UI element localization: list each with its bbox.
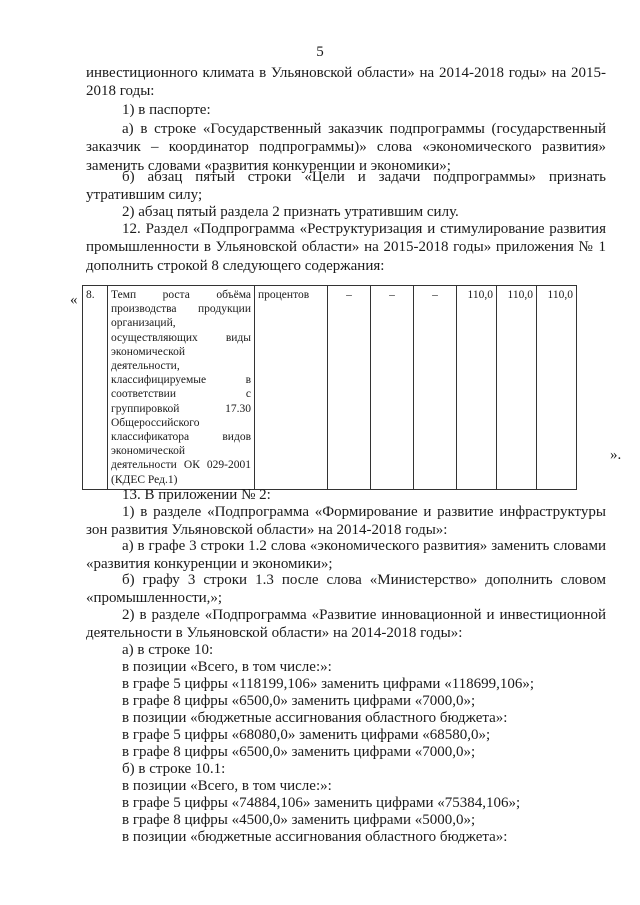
cell-name: Темп роста объёма производства продукции организаций, осуществляющих виды экономической деятельности, классифицируемые в соответствии с группировкой 17.30 Общероссийского классификатора видов экономической деятельности ОК 029-2001 (КДЕС Ред.1) (108, 286, 255, 490)
cell-dash: – (414, 286, 457, 490)
quote-close: ». (610, 447, 622, 463)
cell-value: 110,0 (457, 286, 497, 490)
paragraph: в позиции «Всего, в том числе:»: (122, 659, 332, 675)
table-row (83, 286, 577, 490)
cell-value: 110,0 (497, 286, 537, 490)
paragraph: 2) абзац пятый раздела 2 признать утратившим силу. (122, 204, 459, 220)
paragraph: 1) в паспорте: (122, 102, 211, 118)
cell-unit: процентов (255, 286, 328, 490)
paragraph: б) графу 3 строки 1.3 после слова «Министерство» дополнить словом «промышленности,»; (86, 572, 606, 607)
paragraph: в графе 8 цифры «4500,0» заменить цифрами «5000,0»; (122, 812, 476, 828)
indicator-table (82, 285, 577, 490)
paragraph: в графе 5 цифры «118199,106» заменить цифрами «118699,106»; (122, 676, 535, 692)
cell-value: 110,0 (537, 286, 577, 490)
cell-dash: – (328, 286, 371, 490)
paragraph: в графе 8 цифры «6500,0» заменить цифрами «7000,0»; (122, 744, 476, 760)
paragraph: в графе 8 цифры «6500,0» заменить цифрами «7000,0»; (122, 693, 476, 709)
paragraph: а) в графе 3 строки 1.2 слова «экономического развития» заменить словами «развития конкуренции и экономики»; (86, 538, 606, 573)
paragraph: в позиции «Всего, в том числе:»: (122, 778, 332, 794)
paragraph: 2) в разделе «Подпрограмма «Развитие инновационной и инвестиционной деятельности в Ульяновской области» на 2014-2018 годы»: (86, 607, 606, 642)
quote-open: « (70, 292, 78, 308)
paragraph: а) в строке 10: (122, 642, 214, 658)
paragraph: в позиции «бюджетные ассигнования областного бюджета»: (122, 829, 508, 845)
paragraph: в графе 5 цифры «74884,106» заменить цифрами «75384,106»; (122, 795, 521, 811)
paragraph: а) в строке «Государственный заказчик подпрограммы (государственный заказчик – координатор подпрограммы)» слова «экономического развития» заменить словами «развития конкуренции и экономики»; (86, 121, 606, 174)
paragraph: 12. Раздел «Подпрограмма «Реструктуризация и стимулирование развития промышленности в Ульяновской области» на 2015-2018 годы» приложения № 1 дополнить строкой 8 следующего содержания: (86, 221, 606, 274)
cell-number: 8. (83, 286, 108, 490)
paragraph: в позиции «бюджетные ассигнования областного бюджета»: (122, 710, 508, 726)
page-number: 5 (316, 44, 324, 60)
paragraph: б) абзац пятый строки «Цели и задачи подпрограммы» признать утратившим силу; (86, 169, 606, 204)
paragraph: б) в строке 10.1: (122, 761, 226, 777)
paragraph: в графе 5 цифры «68080,0» заменить цифрами «68580,0»; (122, 727, 491, 743)
paragraph: 13. В приложении № 2: (122, 487, 271, 503)
cell-dash: – (371, 286, 414, 490)
paragraph: инвестиционного климата в Ульяновской области» на 2014-2018 годы» на 2015-2018 годы: (86, 65, 606, 100)
paragraph: 1) в разделе «Подпрограмма «Формирование и развитие инфраструктуры зон развития Ульяновской области» на 2014-2018 годы»: (86, 504, 606, 539)
